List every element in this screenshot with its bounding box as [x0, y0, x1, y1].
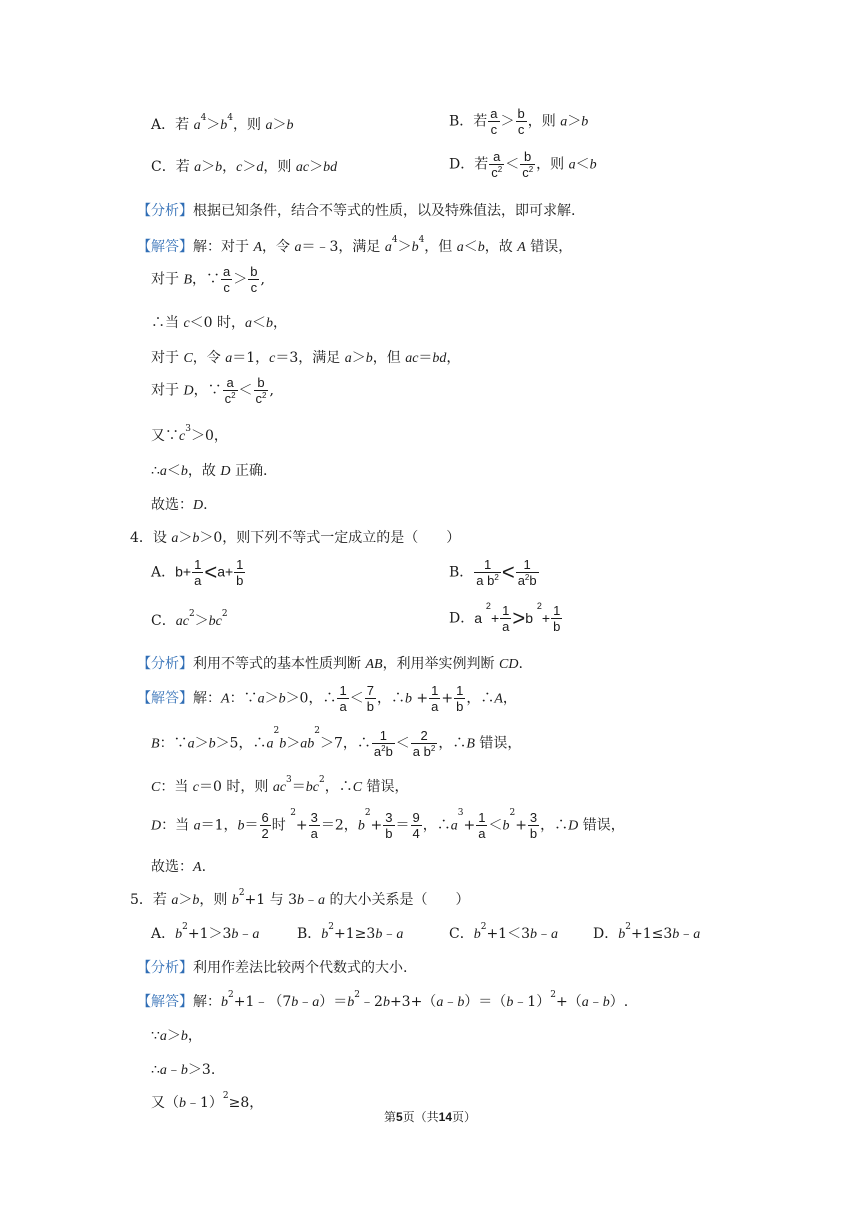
fraction-a-over-c: $\frac{a}{c}$: [490, 106, 498, 137]
q3-option-b: B．若 $\frac{a}{c}$ ＞ $\frac{b}{c}$ ，则 a＞b: [449, 106, 589, 137]
q5-answer-line-1: 【解答】解：$b^2+1﹣(7b﹣a)=b^2﹣2b+3+(a﹣b)=(b﹣1)^2+(a﹣b)$.: [137, 990, 629, 1010]
q3-answer-line-1: 【解答】解：对于 A，令 a＝﹣3，满足 $a^4>b^4$，但 a＜b，故 A 错误，: [137, 235, 573, 255]
q4-answer-line-3: C：当 c＝0 时，则 $ac^3=bc^2$，∴C 错误，: [151, 775, 409, 795]
q5-stem: 5．若 a＞b，则 $b^2+1$ 与 3b﹣a 的大小关系是（ ）: [130, 888, 470, 908]
q3-answer-line-6: 又$\because c^3>0$，: [151, 424, 228, 444]
fraction-b-over-c: $\frac{b}{c}$: [517, 106, 525, 137]
q5-option-c: C．$b^2+1<3b﹣a$: [449, 922, 558, 942]
q3-answer-line-3: ∴当 c＜0 时，a＜b，: [151, 315, 288, 331]
q4-option-c: C．$ac^2>bc^2$: [151, 609, 228, 629]
q5-option-b: B．$b^2+1\ge 3b﹣a$: [297, 922, 404, 942]
analysis-text: 根据已知条件，结合不等式的性质，以及特殊值法，即可求解.: [193, 203, 576, 219]
q3-answer-line-8: 故选：D.: [151, 497, 208, 513]
page-footer: [0, 1108, 860, 1125]
q4-answer-line-1: 【解答】解：A：∵a＞b＞0，∴ $\frac{1}{a}$ ＜ $\frac{7}{b}$ ，∴b + $\frac{1}{a}$ + $\frac{1}{b}$ ，∴A，: [137, 683, 517, 714]
current-page-number: 5: [395, 1110, 403, 1124]
q3-option-a: A．若 $a^4>b^4$，则 a＞b: [151, 113, 294, 133]
q3-option-d: D．若 $\frac{a}{c^2}$ ＜ $\frac{b}{c^2}$ ，则 a＜b: [449, 149, 597, 180]
q3-answer-line-7: ∴a＜b，故 D 正确.: [151, 463, 268, 479]
analysis-tag: 【分析】: [137, 203, 193, 219]
answer-tag: 【解答】: [137, 239, 193, 255]
q4-option-d: D．a $^2$+ $\frac{1}{a}$ >b $^2$+ $\frac{1}{b}$: [449, 601, 561, 634]
q3-option-c: C．若 a＞b，c＞d，则 ac＞bd: [151, 159, 338, 175]
q5-option-d: D．$b^2+1\le 3b﹣a$: [593, 922, 701, 942]
q4-option-b: B． $\frac{1}{a b^2}$ < $\frac{1}{a^2b}$: [449, 557, 537, 588]
q3-answer-line-2: 对于 B，∵ $\frac{a}{c}$ ＞ $\frac{b}{c}$ ,: [151, 264, 265, 295]
analysis-tag: 【分析】: [137, 960, 193, 976]
footer-prefix: 第: [383, 1110, 396, 1124]
q3-answer-line-4: 对于 C，令 a＝1，c＝3，满足 a＞b，但 ac＝bd，: [151, 350, 461, 366]
q4-option-a: A．b+ $\frac{1}{a}$ <a+ $\frac{1}{b}$: [151, 557, 244, 588]
q4-answer-line-2: B：∵a＞b＞5，$\therefore a^2b>ab^2>7$，∴ $\frac{1}{a^2b}$ ＜ $\frac{2}{a b^2}$ ，∴B 错误，: [151, 726, 522, 759]
q4-answer-line-5: 故选：A.: [151, 859, 207, 875]
analysis-tag: 【分析】: [137, 656, 193, 672]
analysis-text: 利用作差法比较两个代数式的大小.: [193, 960, 408, 976]
q4-answer-line-4: D：当 a＝1，b＝ $\frac{6}{2}$ 时 $^2$+ $\frac{3}{a}$ ＝2，$b^2+$ $\frac{3}{b}$ ＝ $\frac{9}{4}$ ，$\therefore a^3+$ $\frac{1}{a}$ $<b^2+$ $\frac{3}{b}$ ，∴D 错误，: [151, 808, 625, 841]
q4-stem: 4．设 a＞b＞0，则下列不等式一定成立的是（ ）: [130, 530, 461, 546]
q3-analysis: [137, 201, 575, 221]
total-page-count: 14: [438, 1110, 453, 1124]
q5-answer-line-4: 又（b﹣1）$^2$≥8，: [151, 1091, 264, 1111]
q5-analysis: [137, 958, 407, 978]
q5-answer-line-2: ∵a＞b，: [151, 1028, 202, 1044]
answer-tag: 【解答】: [137, 994, 193, 1010]
footer-middle: 页（共: [402, 1110, 439, 1124]
fraction-a-over-c2: $\frac{a}{c^2}$: [491, 149, 503, 180]
q4-analysis: 【分析】利用不等式的基本性质判断 AB，利用举实例判断 CD.: [137, 656, 523, 672]
q5-answer-line-3: ∴a﹣b＞3.: [151, 1062, 216, 1078]
q5-option-a: A．$b^2+1>3b﹣a$: [151, 922, 260, 942]
fraction-b-over-c2: $\frac{b}{c^2}$: [522, 149, 534, 180]
footer-suffix: 页）: [452, 1110, 477, 1124]
q3-answer-line-5: 对于 D，∵ $\frac{a}{c^2}$ ＜ $\frac{b}{c^2}$ ,: [151, 375, 274, 406]
answer-tag: 【解答】: [137, 690, 193, 707]
